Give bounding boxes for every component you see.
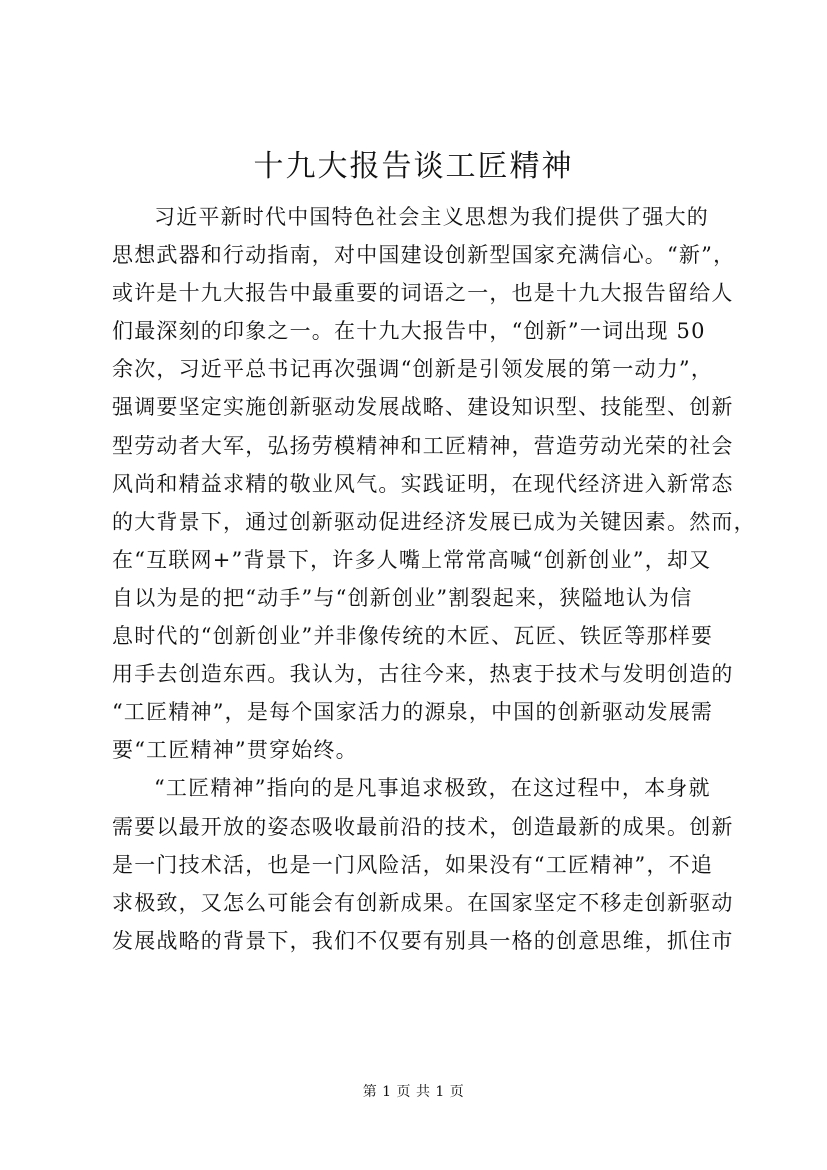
document-body [112,198,756,960]
paragraph-1-line: 思想武器和行动指南，对中国建设创新型国家充满信心。“新”， [112,243,736,268]
paragraph-2-line: “工匠精神”指向的是凡事追求极致，在这过程中，本身就 [154,776,711,801]
paragraph-1-line: 的大背景下，通过创新驱动促进经济发展已成为关键因素。然而， [112,509,756,534]
paragraph-1-line: 自以为是的把“动手”与“创新创业”割裂起来，狭隘地认为信 [112,585,693,610]
paragraph-1-line: 要“工匠精神”贯穿始终。 [112,738,358,763]
paragraph-2-line: 是一门技术活，也是一门风险活，如果没有“工匠精神”，不追 [112,852,714,877]
paragraph-1-line: 风尚和精益求精的敬业风气。实践证明，在现代经济进入新常态 [112,471,734,496]
paragraph-2-line: 发展战略的背景下，我们不仅要有别具一格的创意思维，抓住市 [112,928,734,953]
paragraph-1-line: 或许是十九大报告中最重要的词语之一，也是十九大报告留给人 [112,281,734,306]
paragraph-1-line: 在“互联网+”背景下，许多人嘴上常常高喊“创新创业”，却又 [112,547,712,572]
paragraph-2-line: 求极致，又怎么可能会有创新成果。在国家坚定不移走创新驱动 [112,890,734,915]
paragraph-1-line: 习近平新时代中国特色社会主义思想为我们提供了强大的 [154,205,709,229]
paragraph-2 [112,769,734,959]
paragraph-1-line: 强调要坚定实施创新驱动发展战略、建设知识型、技能型、创新 [112,395,734,420]
paragraph-1-line: 余次，习近平总书记再次强调“创新是引领发展的第一动力”， [112,357,714,382]
paragraph-1 [112,198,756,769]
paragraph-2-line: 需要以最开放的姿态吸收最前沿的技术，创造最新的成果。创新 [112,814,734,839]
document-title: 十九大报告谈工匠精神 [253,149,574,184]
page-footer: 第 1 页 共 1 页 [362,1084,465,1100]
paragraph-1-line: 们最深刻的印象之一。在十九大报告中，“创新”一词出现 50 [112,319,706,344]
paragraph-1-line: “工匠精神”，是每个国家活力的源泉，中国的创新驱动发展需 [112,700,714,725]
paragraph-1-line: 用手去创造东西。我认为，古往今来，热衷于技术与发明创造的 [112,662,734,687]
paragraph-1-line: 息时代的“创新创业”并非像传统的木匠、瓦匠、铁匠等那样要 [112,624,714,649]
paragraph-1-line: 型劳动者大军，弘扬劳模精神和工匠精神，营造劳动光荣的社会 [112,433,734,458]
